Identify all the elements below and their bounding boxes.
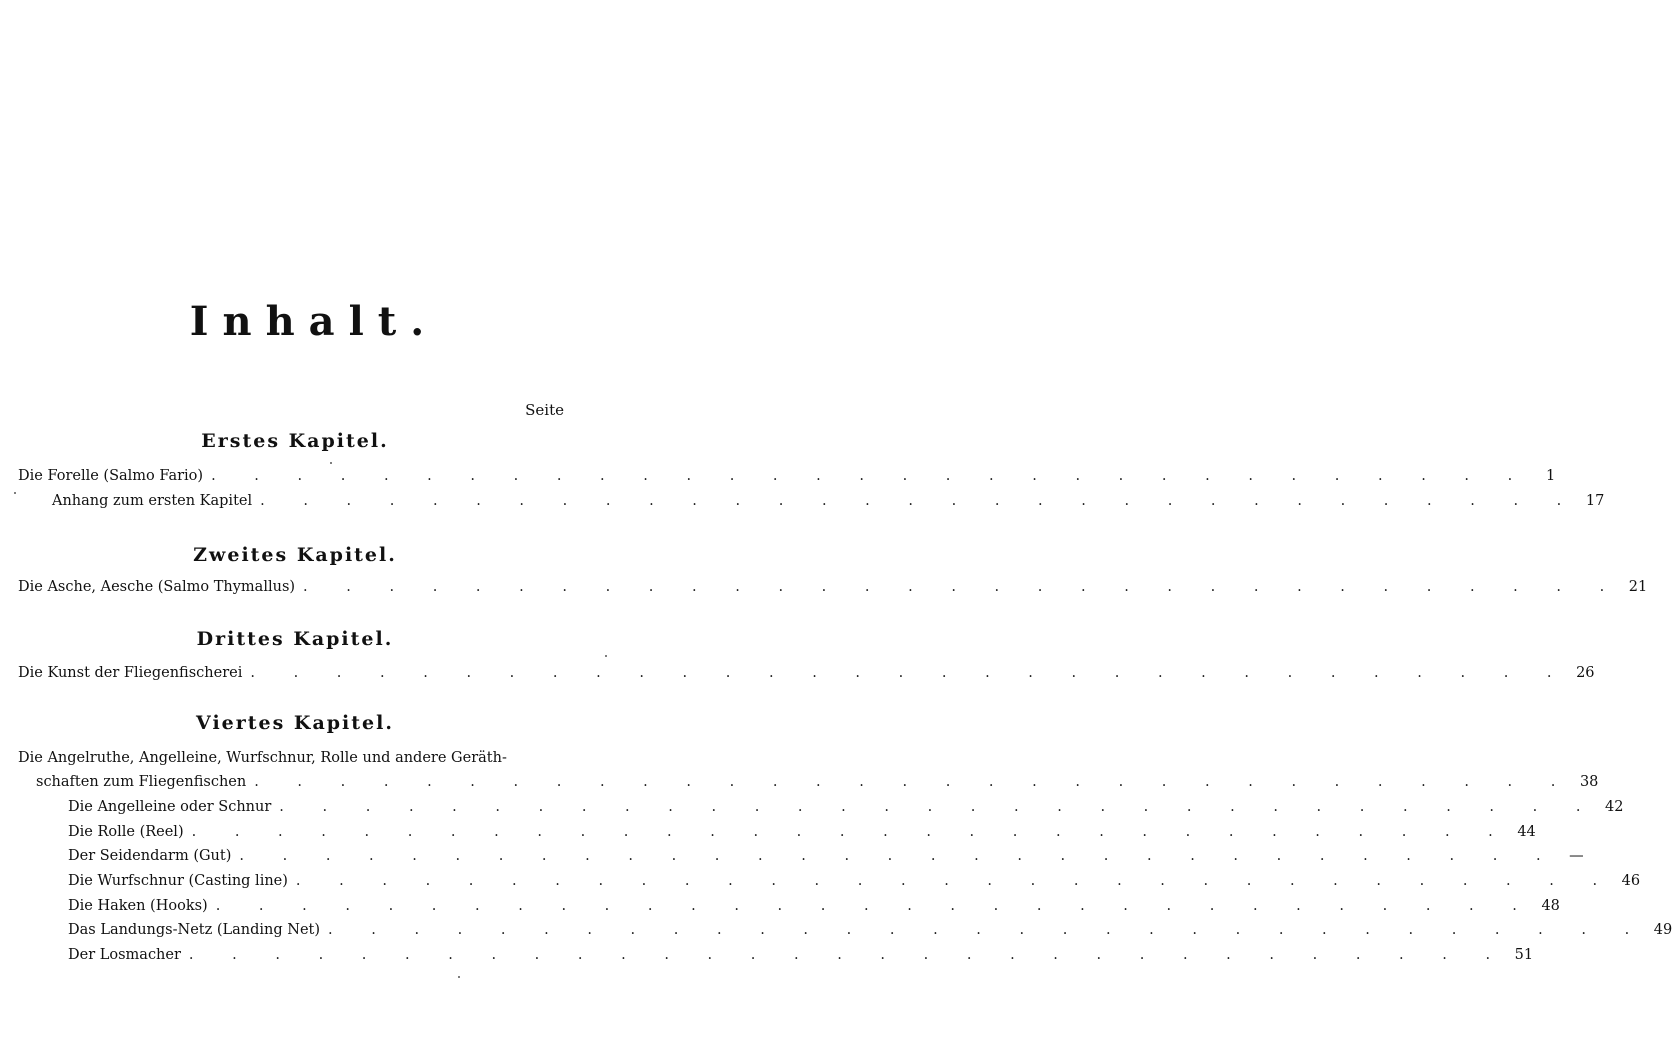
toc-entry[interactable] <box>68 845 1584 867</box>
toc-entry-page: — <box>1569 848 1584 864</box>
page-title: Inhalt. <box>189 298 439 345</box>
toc-entry-page: 17 <box>1585 493 1605 509</box>
toc-entry-label: Die Angelleine oder Schnur <box>68 799 272 815</box>
print-speck <box>330 462 332 464</box>
toc-entry-label: Anhang zum ersten Kapitel <box>52 493 253 509</box>
dot-leader: . . . . . . . . . . . . . . . . . . . . . . . . . . . . . . . <box>250 665 1569 681</box>
dot-leader: . . . . . . . . . . . . . . . . . . . . . . . . . . . . . . . <box>260 493 1579 509</box>
toc-entry-label: Die Asche, Aesche (Salmo Thymallus) <box>18 579 296 595</box>
toc-entry[interactable] <box>18 576 1648 598</box>
chapter-heading-2: Zweites Kapitel. <box>193 544 397 566</box>
dot-leader: . . . . . . . . . . . . . . . . . . . . . . . . . . . . . . . <box>295 873 1615 889</box>
toc-entry-page: 49 <box>1653 922 1672 938</box>
toc-entry[interactable] <box>68 944 1534 966</box>
toc-entry[interactable] <box>68 870 1641 892</box>
toc-entry[interactable] <box>68 895 1560 917</box>
dot-leader: . . . . . . . . . . . . . . . . . . . . . . . . . . . . . . . <box>254 774 1573 790</box>
dot-leader: . . . . . . . . . . . . . . . . . . . . . . . . . . . . . . . <box>328 922 1647 938</box>
toc-entry[interactable] <box>68 919 1672 941</box>
dot-leader: . . . . . . . . . . . . . . . . . . . . . . . . . . . . . . . <box>191 824 1510 840</box>
dot-leader: . . . . . . . . . . . . . . . . . . . . . . . . . . . . . . . <box>239 848 1558 864</box>
toc-entry-first-line: Die Angelruthe, Angelleine, Wurfschnur, Rolle und andere Geräth- <box>18 750 507 766</box>
toc-entry[interactable] <box>18 662 1595 684</box>
toc-entry-label: Der Losmacher <box>68 947 181 963</box>
page-column-header: Seite <box>525 401 564 419</box>
toc-entry[interactable] <box>18 465 1556 487</box>
toc-entry-page: 46 <box>1621 873 1641 889</box>
toc-entry-label: Die Wurfschnur (Casting line) <box>68 873 288 889</box>
toc-entry-label: Die Forelle (Salmo Fario) <box>18 468 204 484</box>
toc-entry-page: 21 <box>1628 579 1648 595</box>
toc-entry-page: 38 <box>1579 774 1599 790</box>
toc-entry-label: Die Haken (Hooks) <box>68 898 208 914</box>
chapter-heading-4: Viertes Kapitel. <box>196 712 394 734</box>
toc-entry[interactable] <box>52 490 1605 512</box>
toc-entry[interactable] <box>68 796 1624 818</box>
dot-leader: . . . . . . . . . . . . . . . . . . . . . . . . . . . . . . . <box>211 468 1530 484</box>
toc-entry-page: 48 <box>1541 898 1560 914</box>
toc-entry-page: 1 <box>1546 468 1556 484</box>
toc-entry-page: 26 <box>1576 665 1595 681</box>
dot-leader: . . . . . . . . . . . . . . . . . . . . . . . . . . . . . . . <box>279 799 1598 815</box>
chapter-heading-1: Erstes Kapitel. <box>201 430 389 452</box>
toc-entry-page: 42 <box>1605 799 1624 815</box>
toc-entry-label: Das Landungs-Netz (Landing Net) <box>68 922 321 938</box>
dot-leader: . . . . . . . . . . . . . . . . . . . . . . . . . . . . . . . <box>188 947 1508 963</box>
toc-entry-label: Der Seidendarm (Gut) <box>68 848 232 864</box>
print-speck <box>14 492 16 494</box>
print-speck <box>605 655 607 657</box>
toc-entry-label: Die Rolle (Reel) <box>68 824 184 840</box>
toc-entry-page: 51 <box>1514 947 1534 963</box>
toc-entry-label: schaften zum Fliegenfischen <box>36 774 247 790</box>
print-speck <box>458 976 460 978</box>
toc-entry[interactable] <box>68 821 1536 843</box>
toc-entry-page: 44 <box>1517 824 1536 840</box>
dot-leader: . . . . . . . . . . . . . . . . . . . . . . . . . . . . . . . <box>303 579 1622 595</box>
dot-leader: . . . . . . . . . . . . . . . . . . . . . . . . . . . . . . . <box>215 898 1534 914</box>
toc-entry[interactable] <box>36 771 1599 793</box>
chapter-heading-3: Drittes Kapitel. <box>196 628 394 650</box>
toc-entry-label: Die Kunst der Fliegenfischerei <box>18 665 243 681</box>
